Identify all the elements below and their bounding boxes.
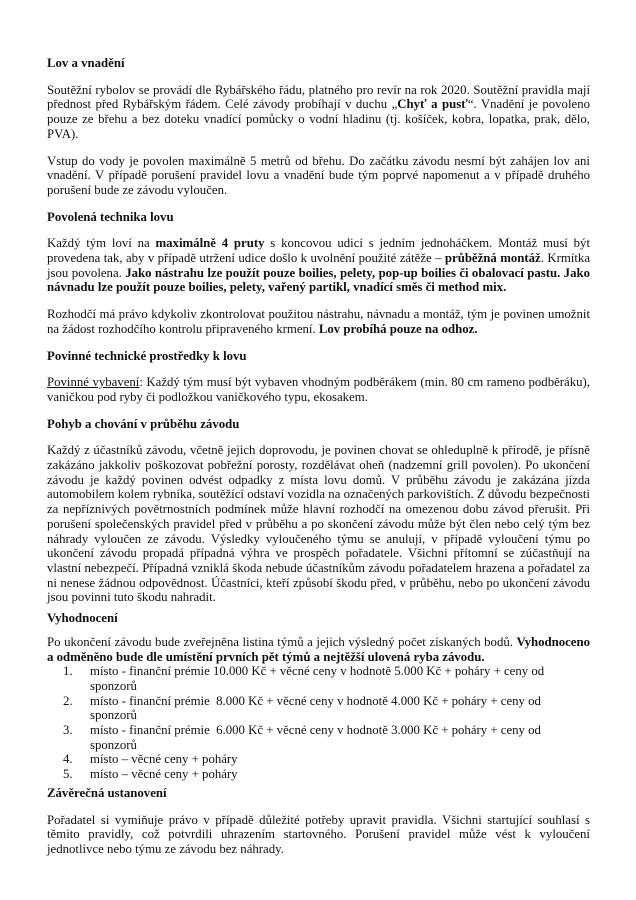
text-run: maximálně 4 pruty xyxy=(155,236,265,251)
text-run: Vyhodnoceno a odměněno bude dle umístění prvních pět týmů a nejtěžší ulovená ryba závodu. xyxy=(47,634,590,664)
list-item-marker: 2. xyxy=(63,693,73,708)
list-item-text: místo - finanční prémie 10.000 Kč + věcné ceny v hodnotě 5.000 Kč + poháry + ceny od sponzorů xyxy=(90,664,548,693)
text-run: průběžná montáž xyxy=(444,251,541,266)
text-run: Pořadatel si vymiňuje právo v případě důležité potřeby upravit pravidla. Všichni startující souhlasí s těmito pravidly, což potvrdili uhrazením startovného. Porušení pravidel může vést k vyloučení jednotlivce nebo týmu ze závodu bez náhrady. xyxy=(47,812,590,856)
text-run: Soutěžní rybolov se provádí dle Rybářského řádu, platného pro revír na rok 2020. Soutěžní pravidla mají přednost před Rybářským řádem. Celé závody probíhají v duchu „ xyxy=(47,82,590,112)
list-item-text: místo - finanční prémie 6.000 Kč + věcné ceny v hodnotě 3.000 Kč + poháry + ceny od sponzorů xyxy=(90,723,545,752)
list-item-text: místo – věcné ceny + poháry xyxy=(90,767,238,782)
text-run: . Krmítka jsou povolena. xyxy=(47,251,591,280)
paragraph-chovani-ucastniku xyxy=(47,443,590,605)
paragraph-vyhodnoceni xyxy=(47,635,590,664)
list-item-text: místo – věcné ceny + poháry xyxy=(90,752,238,767)
text-run: Každý tým loví na xyxy=(47,236,156,251)
text-run: Každý z účastníků závodu, včetně jejich doprovodu, je povinen chovat se ohleduplně k přírodě, je přísně zakázáno jakkoliv poškozovat pobřežní porosty, rozdělávat oheň (nadzemní grill povolen). Po ukončení závodu je každý povinen odvést odpadky z místa lovu domů. V průběhu závodu je zakázána jízda automobilem kolem rybníka, soutěžící odstaví vozidla na označených parkovištích. Z důvodu bezpečnosti za nepříznivých povětrnostních podmínek může hlavní rozhodčí na omezenou dobu závod přerušit. Při porušení společenských pravidel před v průběhu a po skončení závodu může být člen nebo celý tým bez náhrady vyloučen ze závodu. Výsledky vyloučeného týmu se anulují, v případě vyloučení týmu po ukončení závodu propadá případná výhra ve prospěch pořadatele. Všichni přítomní se zúčastňují na vlastní nebezpečí. Případná vzniklá škoda nebude účastníkům závodu pořadatelem hrazena a pořadatel za ni nenese žádnou odpovědnost. Účastníci, kteří způsobí škodu před, v průběhu, nebo po ukončení závodu jsou povinni tuto škodu nahradit. xyxy=(47,443,590,605)
text-run: s koncovou udicí s jedním jednoháčkem. Montáž musí být provedena tak, aby v případě utržení udice došlo k uvolnění použité zátěže – xyxy=(47,236,591,266)
paragraph-rozhodci-kontrola xyxy=(47,307,590,336)
paragraph-povinne-vybaveni xyxy=(47,375,590,404)
text-run: : Každý tým musí být vybaven vhodným podběrákem (min. 80 cm rameno podběráku), vaničkou pod ryby či podložkou vaničkového typu, ekosakem. xyxy=(47,375,590,404)
prize-list xyxy=(47,664,590,782)
prize-list-item-2 xyxy=(47,694,590,723)
paragraph-souteznì-rybolov xyxy=(47,83,590,142)
text-run: Povinné vybavení xyxy=(47,375,140,390)
section-heading-lov-a-vnadeni: Lov a vnadění xyxy=(47,56,125,70)
list-item-text: místo - finanční prémie 8.000 Kč + věcné ceny v hodnotě 4.000 Kč + poháry + ceny od sponzorů xyxy=(90,693,545,723)
text-run: Jako nástrahu lze použít pouze boilies, pelety, pop-up boilies či obalovací pastu. Jako návnadu lze použít pouze boilies, pelety, vařený partikl, vnadící směs či method mix. xyxy=(47,265,590,295)
prize-list-item-3 xyxy=(47,723,590,752)
section-heading-vyhodnoceni: Vyhodnocení xyxy=(47,611,118,626)
list-item-marker: 3. xyxy=(63,723,73,738)
list-item-marker: 5. xyxy=(63,767,73,782)
list-item-marker: 1. xyxy=(63,664,73,679)
prize-list-item-5 xyxy=(47,767,590,782)
paragraph-kazdy-tym-lovi xyxy=(47,236,590,295)
prize-list-item-4 xyxy=(47,752,590,767)
section-heading-povinne-prostredky: Povinné technické prostředky k lovu xyxy=(47,348,247,363)
list-item-marker: 4. xyxy=(63,752,73,767)
text-run: Chyť a pusť xyxy=(397,97,468,112)
section-heading-pohyb-a-chovani: Pohyb a chování v průběhu závodu xyxy=(47,416,240,431)
paragraph-poradatel-pravo xyxy=(47,813,590,857)
text-run: Po ukončení závodu bude zveřejněna listina týmů a jejich výsledný počet získaných bodů. xyxy=(47,634,517,649)
text-run: Lov probíhá pouze na odhoz. xyxy=(318,321,478,336)
section-heading-zaverecna-ustanoveni: Závěrečná ustanovení xyxy=(47,785,167,800)
text-run: Vstup do vody je povolen maximálně 5 metrů od břehu. Do začátku závodu nesmí být zahájen lov ani vnadění. V případě porušení pravidel lovu a vnadění bude tým poprvé napomenut a v případě druhého porušení bude ze závodu vyloučen. xyxy=(47,153,590,197)
text-run: Rozhodčí má právo kdykoliv zkontrolovat použitou nástrahu, návnadu a montáž, tým je povinen umožnit na žádost rozhodčího kontrolu připraveného krmení. xyxy=(47,307,590,336)
text-run: “. Vnadění je povoleno pouze ze břehu a bez doteku vnadící pomůcky o vodní hladinu (tj. košíček, kobra, lopatka, prak, dělo, PVA). xyxy=(47,97,590,141)
paragraph-vstup-do-vody xyxy=(47,154,590,198)
section-heading-povolena-technika-lovu: Povolená technika lovu xyxy=(47,209,174,224)
prize-list-item-1 xyxy=(47,664,590,693)
